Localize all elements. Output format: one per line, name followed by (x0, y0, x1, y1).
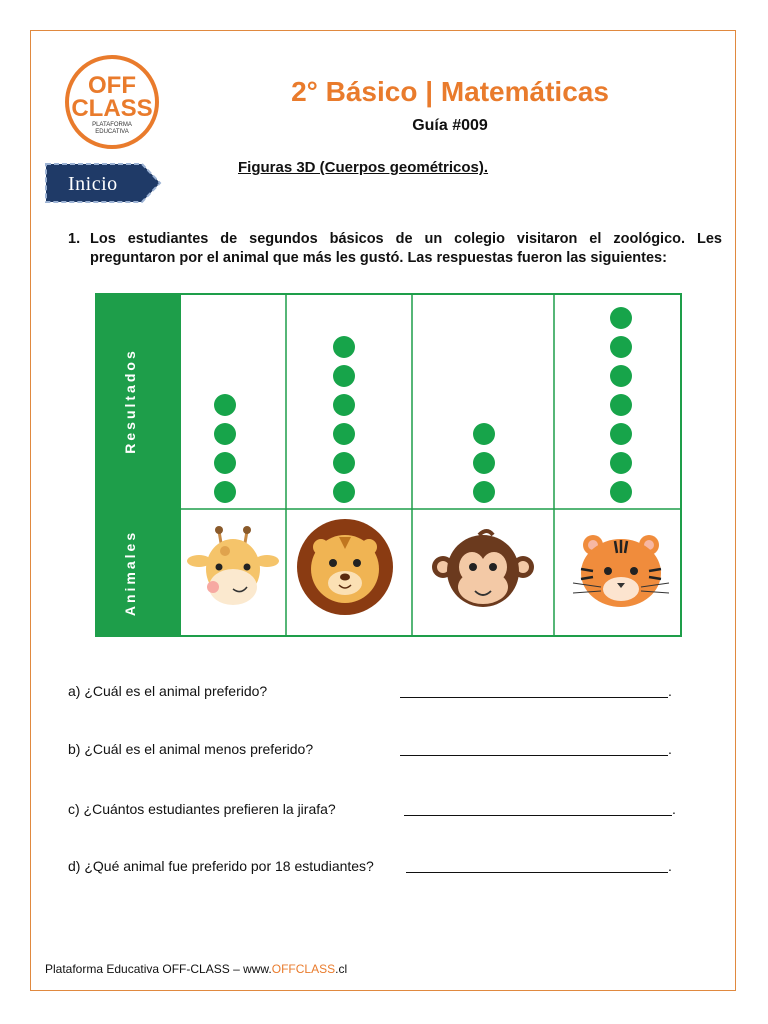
dot-tigre-7 (610, 307, 632, 329)
dot-jirafa-2 (214, 452, 236, 474)
inicio-label[interactable]: Inicio (68, 173, 118, 195)
logo-text-sub2: EDUCATIVA (95, 129, 129, 135)
dot-tigre-2 (610, 452, 632, 474)
dot-tigre-5 (610, 365, 632, 387)
logo-text-class: CLASS (71, 95, 153, 122)
question-number: 1. (68, 231, 81, 247)
answer-d-end: . (668, 858, 672, 874)
dot-jirafa-4 (214, 394, 236, 416)
offclass-logo (64, 54, 160, 150)
logo-text-off: OFF (88, 72, 136, 99)
giraffe-icon (187, 526, 279, 605)
dot-tigre-6 (610, 336, 632, 358)
monkey-icon (432, 531, 534, 607)
dot-tigre-4 (610, 394, 632, 416)
question-text: Los estudiantes de segundos básicos de un colegio visitaron el zoológico. Les preguntaron por el animal que más les gustó. Las respuestas fueron las siguientes: (90, 231, 722, 266)
footer-prefix: Plataforma Educativa OFF-CLASS – www. (45, 962, 272, 976)
pictograph-chart (95, 293, 682, 637)
footer-accent[interactable]: OFFCLASS (271, 962, 336, 976)
dot-león-3 (333, 423, 355, 445)
question-d-label: d) ¿Qué animal fue preferido por 18 estudiantes? (68, 858, 374, 874)
question-c-label: c) ¿Cuántos estudiantes prefieren la jirafa? (68, 801, 336, 817)
question-1 (68, 230, 722, 268)
tiger-icon (573, 535, 669, 607)
logo-text-sub1: PLATAFORMA (92, 122, 132, 128)
dot-león-6 (333, 336, 355, 358)
dot-león-4 (333, 394, 355, 416)
dot-león-1 (333, 481, 355, 503)
answer-a-end: . (668, 683, 672, 699)
dot-jirafa-3 (214, 423, 236, 445)
row-label-animales: Animales (122, 529, 138, 617)
dot-mono-2 (473, 452, 495, 474)
answer-b-end: . (668, 741, 672, 757)
lion-icon (297, 519, 393, 615)
answer-a-blank[interactable] (400, 697, 668, 698)
dot-mono-3 (473, 423, 495, 445)
answer-d-blank[interactable] (406, 872, 668, 873)
guide-number: Guía #009 (412, 117, 488, 134)
label-band (95, 293, 181, 637)
dot-mono-1 (473, 481, 495, 503)
page-title: 2° Básico | Matemáticas (291, 76, 609, 107)
answer-b-blank[interactable] (400, 755, 668, 756)
result-dots (214, 307, 632, 503)
dot-jirafa-1 (214, 481, 236, 503)
topic-heading: Figuras 3D (Cuerpos geométricos). (238, 159, 489, 176)
dot-león-2 (333, 452, 355, 474)
footer-suffix: .cl (335, 962, 348, 976)
dot-tigre-1 (610, 481, 632, 503)
dot-león-5 (333, 365, 355, 387)
question-b-label: b) ¿Cuál es el animal menos preferido? (68, 741, 314, 757)
row-label-resultados: Resultados (122, 348, 138, 454)
question-a-label: a) ¿Cuál es el animal preferido? (68, 683, 268, 699)
answer-c-blank[interactable] (404, 815, 672, 816)
footer (45, 962, 347, 976)
dot-tigre-3 (610, 423, 632, 445)
answer-c-end: . (672, 801, 676, 817)
